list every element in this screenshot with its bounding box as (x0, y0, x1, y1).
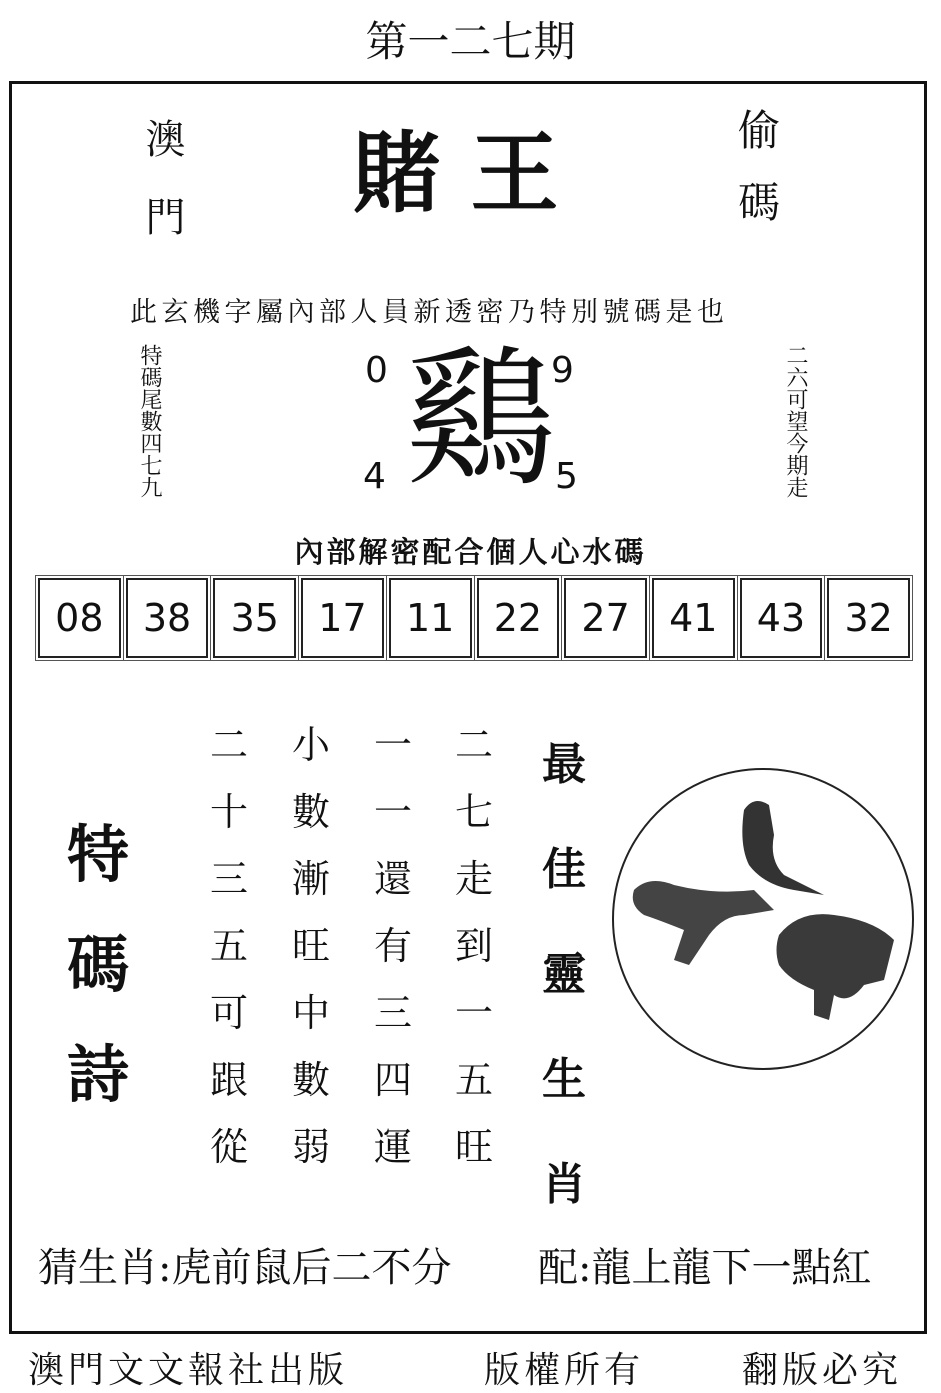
best-zodiac-label: 最 佳 靈 生 肖 (542, 739, 586, 1210)
number-box: 27 (564, 578, 647, 658)
number-row (38, 578, 910, 658)
number-box: 17 (301, 578, 384, 658)
number-box: 35 (213, 578, 296, 658)
number-box: 41 (652, 578, 735, 658)
number-box: 11 (389, 578, 472, 658)
footer-warning: 翻版必究 (742, 1350, 903, 1391)
page-title: 賭王 (352, 122, 589, 225)
digit-top-left: 0 (365, 350, 388, 391)
poem-title: 特 碼 詩 (66, 818, 129, 1111)
number-box: 08 (38, 578, 121, 658)
subtitle: 內部解密配合個人心水碼 (294, 535, 647, 569)
poem-column: 一 一 還 有 三 四 運 (373, 723, 412, 1169)
number-box: 38 (126, 578, 209, 658)
intro-text: 此玄機字屬內部人員新透密乃特別號碼是也 (130, 297, 729, 328)
number-box: 22 (477, 578, 560, 658)
match-text: 配:龍上龍下一點紅 (538, 1245, 872, 1291)
digit-bottom-left: 4 (363, 456, 386, 497)
guess-zodiac-text: 猜生肖:虎前鼠后二不分 (38, 1245, 452, 1291)
poem-column: 二 十 三 五 可 跟 從 (209, 723, 248, 1169)
left-note: 特碼尾數四七九 (137, 344, 162, 498)
zodiac-character: 鷄 (404, 333, 555, 507)
number-box: 32 (827, 578, 910, 658)
digit-top-right: 9 (551, 350, 574, 391)
header-left-vertical: 澳門 (139, 118, 185, 274)
number-box: 43 (740, 578, 823, 658)
header-right-vertical: 偷碼 (732, 108, 781, 252)
right-note: 二六可望今期走 (783, 344, 808, 498)
footer-rights: 版權所有 (484, 1350, 645, 1391)
animals-drawing-icon (614, 770, 912, 1068)
digit-bottom-right: 5 (555, 456, 578, 497)
footer-publisher: 澳門文文報社出版 (28, 1350, 349, 1391)
poem-column: 小 數 漸 旺 中 數 弱 (291, 723, 330, 1169)
issue-number: 第一二七期 (365, 17, 576, 66)
poem-column: 二 七 走 到 一 五 旺 (454, 723, 493, 1169)
animal-illustration (612, 768, 914, 1070)
